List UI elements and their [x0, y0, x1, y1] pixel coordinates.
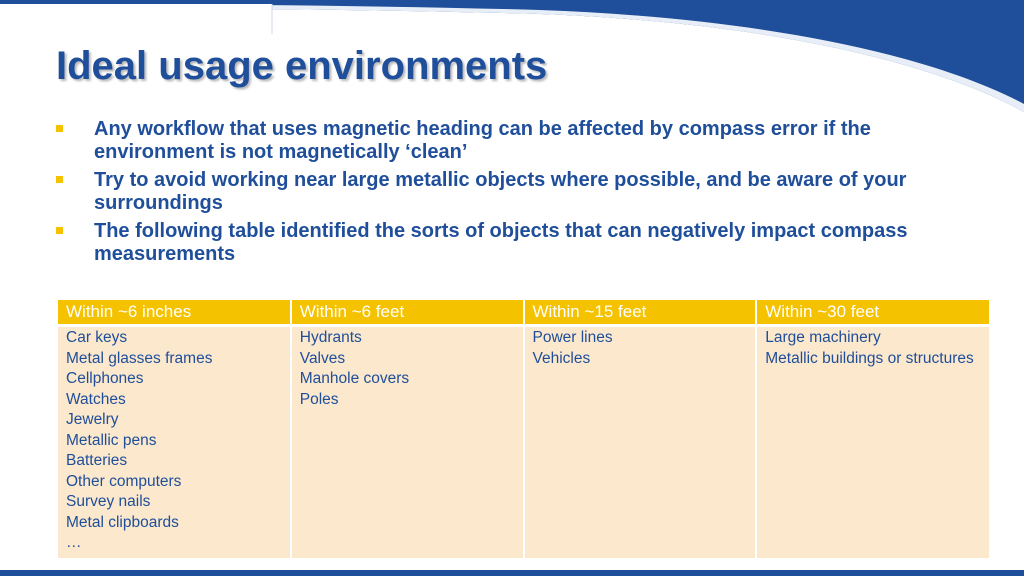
trimble-logo	[934, 14, 1008, 32]
table-cell-item: Cellphones	[66, 370, 144, 387]
bullet-list	[54, 118, 984, 271]
bullet-square-icon	[56, 227, 63, 234]
table-cell-item: Metal clipboards	[66, 513, 179, 531]
logo-text: Trimble	[954, 14, 1008, 32]
table-cell-item: Metallic buildings or structures	[765, 349, 974, 367]
bullet-text: The following table identified the sorts of objects that can negatively impact compass measurements	[94, 220, 908, 265]
bullet-square-icon	[56, 125, 63, 132]
table-cell-item: Watches	[66, 390, 126, 408]
table-cell-item: Batteries	[66, 452, 128, 469]
table-cell	[58, 326, 291, 558]
table-cell	[291, 326, 524, 558]
table-cell-item: Hydrants	[299, 329, 362, 346]
table-cell-item: Car keys	[66, 329, 128, 346]
table-cell-item: Manhole covers	[299, 370, 410, 387]
table-cell-item: Metallic pens	[66, 431, 157, 449]
table-row	[58, 326, 989, 558]
interference-table-container	[58, 300, 989, 558]
globe-icon	[934, 14, 952, 32]
table-cell-item: Other computers	[66, 472, 182, 490]
table-cell-item: Vehicles	[532, 349, 591, 367]
footer-bar	[0, 570, 1024, 576]
table-cell-item: Jewelry	[66, 411, 119, 428]
table-header-row	[58, 300, 989, 326]
table-cell-item: Metal glasses frames	[66, 349, 213, 367]
table-cell-item: Large machinery	[765, 329, 881, 346]
bullet-item	[54, 220, 984, 266]
column-header: Within ~15 feet	[524, 300, 757, 326]
table-cell-item: …	[66, 534, 82, 551]
interference-table	[58, 300, 989, 558]
table-cell-item: Valves	[299, 349, 346, 367]
bullet-text: Try to avoid working near large metallic objects where possible, and be aware of your surroundings	[94, 169, 907, 214]
bullet-item	[54, 118, 984, 164]
table-cell-item: Survey nails	[66, 493, 151, 510]
table-cell-item: Poles	[299, 390, 339, 408]
column-header: Within ~6 inches	[58, 300, 291, 326]
table-cell-item: Power lines	[532, 329, 613, 346]
column-header: Within ~6 feet	[291, 300, 524, 326]
column-header: Within ~30 feet	[756, 300, 989, 326]
bullet-square-icon	[56, 176, 63, 183]
bullet-item	[54, 169, 984, 215]
table-cell	[756, 326, 989, 558]
bullet-text: Any workflow that uses magnetic heading can be affected by compass error if the environment is not magnetically ‘clean’	[94, 118, 871, 163]
slide-title: Ideal usage environments	[56, 44, 548, 88]
table-cell	[524, 326, 757, 558]
